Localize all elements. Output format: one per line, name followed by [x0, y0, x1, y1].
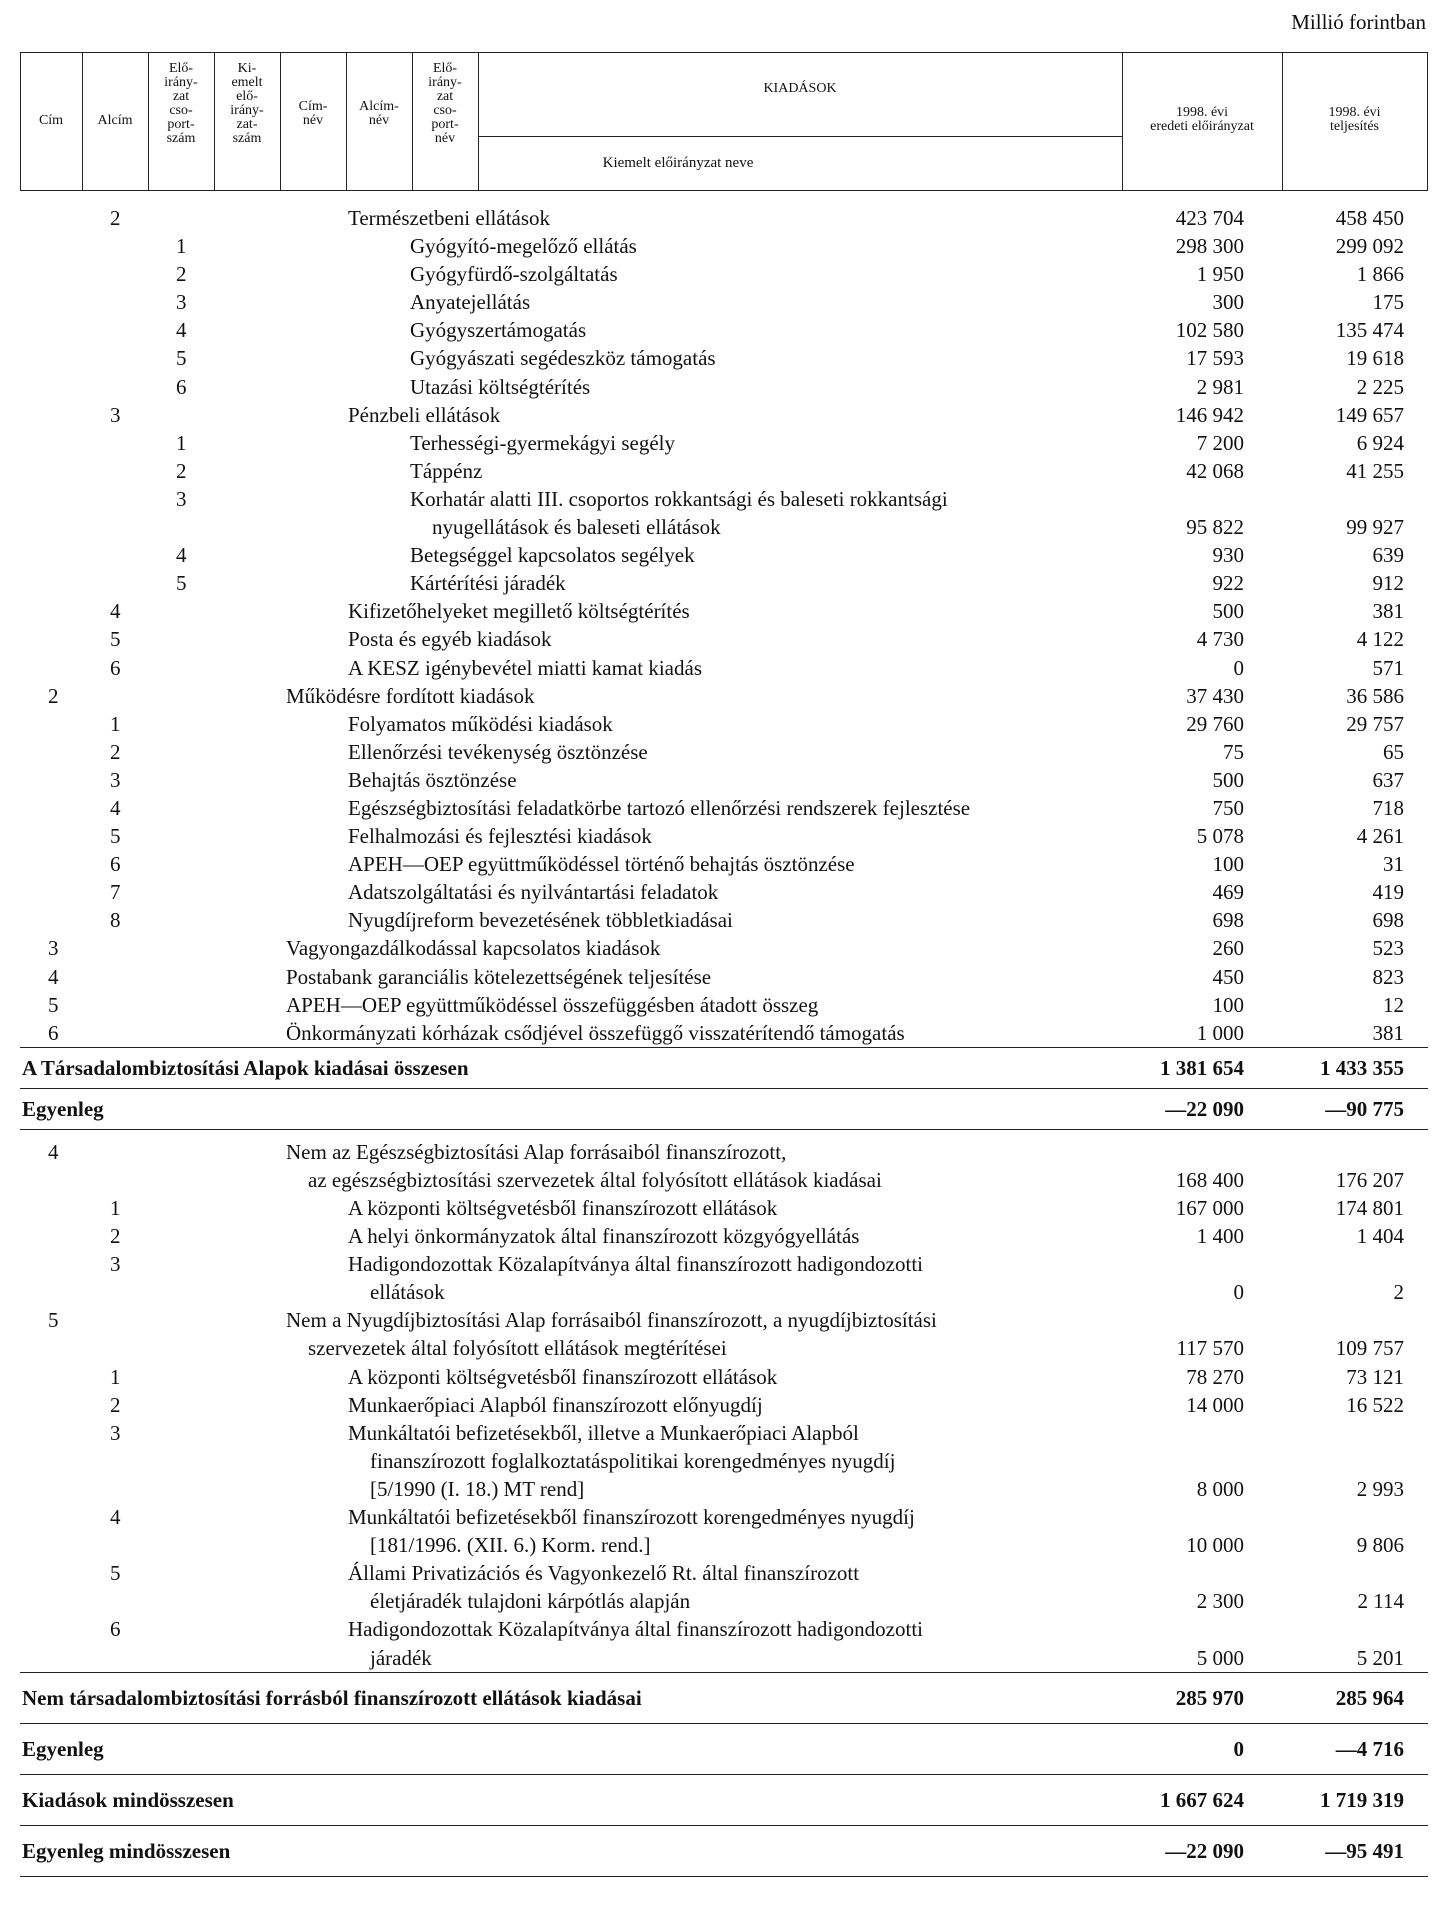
row-label: Egyenleg	[22, 1736, 104, 1761]
table-row	[0, 963, 1440, 991]
table-row	[0, 1019, 1440, 1047]
table-row	[0, 822, 1440, 850]
table-row	[0, 513, 1440, 541]
alcim-number: 3	[110, 767, 121, 792]
value-eredeti-eloiranyzat: 0	[1233, 655, 1244, 680]
row-label: Betegséggel kapcsolatos segélyek	[410, 543, 695, 568]
header-text-line: cso-	[169, 103, 193, 118]
value-eredeti-eloiranyzat: 750	[1212, 795, 1244, 820]
value-teljesites: 2 225	[1356, 374, 1404, 399]
value-teljesites: 19 618	[1346, 346, 1404, 371]
value-teljesites: 175	[1372, 290, 1404, 315]
table-row	[0, 1278, 1440, 1306]
value-eredeti-eloiranyzat: 117 570	[1176, 1336, 1244, 1361]
table-row	[0, 1503, 1440, 1531]
row-label: Posta és egyéb kiadások	[348, 627, 552, 652]
eloiranyzat-csoport-number: 2	[176, 458, 187, 483]
eloiranyzat-csoport-number: 2	[176, 262, 187, 287]
alcim-number: 2	[110, 739, 121, 764]
value-teljesites: 176 207	[1335, 1167, 1404, 1192]
horizontal-rule	[20, 1129, 1428, 1130]
header-text-line: szám	[232, 131, 262, 146]
value-teljesites: 285 964	[1335, 1685, 1404, 1710]
value-teljesites: 523	[1372, 936, 1404, 961]
value-eredeti-eloiranyzat: 1 400	[1196, 1224, 1244, 1249]
header-cim: Cím	[38, 113, 64, 128]
row-label: APEH—OEP együttműködéssel összefüggésben átadott összeg	[286, 992, 819, 1017]
row-label: Terhességi-gyermekágyi segély	[410, 430, 676, 455]
alcim-number: 4	[110, 795, 121, 820]
value-eredeti-eloiranyzat: 698	[1212, 908, 1244, 933]
table-row	[0, 654, 1440, 682]
header-text-line: emelt	[231, 75, 263, 90]
value-eredeti-eloiranyzat: 146 942	[1175, 402, 1244, 427]
table-row	[0, 1531, 1440, 1559]
table-row	[0, 1250, 1440, 1278]
value-teljesites: 381	[1372, 599, 1404, 624]
alcim-number: 6	[110, 1617, 121, 1642]
value-teljesites: 419	[1372, 880, 1404, 905]
table-row	[0, 625, 1440, 653]
value-teljesites: 381	[1372, 1020, 1404, 1045]
value-teljesites: —4 716	[1335, 1736, 1404, 1761]
header-eredeti-eloiranyzat	[1122, 106, 1282, 134]
row-label: Utazási költségtérítés	[410, 374, 591, 399]
table-row	[0, 1615, 1440, 1643]
cim-number: 3	[48, 936, 59, 961]
table-row	[0, 457, 1440, 485]
table-row	[0, 485, 1440, 513]
value-eredeti-eloiranyzat: 4 730	[1196, 627, 1244, 652]
table-row	[0, 1306, 1440, 1334]
eloiranyzat-csoport-number: 4	[176, 543, 187, 568]
table-row	[0, 1166, 1440, 1194]
value-eredeti-eloiranyzat: 1 950	[1196, 262, 1244, 287]
alcim-number: 3	[110, 1420, 121, 1445]
cim-number: 4	[48, 964, 59, 989]
header-text-line: elő-	[236, 89, 258, 104]
table-row	[0, 1334, 1440, 1362]
header-text-line: Elő-	[432, 61, 458, 76]
value-eredeti-eloiranyzat: 168 400	[1175, 1167, 1244, 1192]
table-header	[20, 52, 1428, 190]
table-row	[0, 373, 1440, 401]
row-label: Egészségbiztosítási feladatkörbe tartozó ellenőrzési rendszerek fejlesztése	[348, 795, 971, 820]
value-teljesites: 571	[1372, 655, 1404, 680]
table-row	[0, 682, 1440, 710]
table-row	[0, 1587, 1440, 1615]
value-teljesites: 698	[1372, 908, 1404, 933]
table-row	[0, 906, 1440, 934]
row-label: Működésre fordított kiadások	[286, 683, 535, 708]
value-eredeti-eloiranyzat: 450	[1212, 964, 1244, 989]
header-text-line: port-	[431, 117, 459, 132]
eloiranyzat-csoport-number: 1	[176, 234, 187, 259]
value-teljesites: 639	[1372, 543, 1404, 568]
row-label: Munkáltatói befizetésekből, illetve a Munkaerőpiaci Alapból	[348, 1420, 859, 1445]
value-teljesites: 41 255	[1346, 458, 1404, 483]
header-text-line: név	[368, 113, 390, 128]
row-label: A központi költségvetésből finanszírozott ellátások	[348, 1196, 778, 1220]
table-row	[0, 738, 1440, 766]
value-teljesites: 1 719 319	[1320, 1787, 1404, 1812]
value-eredeti-eloiranyzat: 5 000	[1196, 1645, 1244, 1670]
value-eredeti-eloiranyzat: 423 704	[1175, 206, 1244, 230]
value-teljesites: —95 491	[1325, 1838, 1404, 1863]
row-label: A helyi önkormányzatok által finanszírozott közgyógyellátás	[348, 1224, 860, 1249]
value-teljesites: 5 201	[1356, 1645, 1404, 1670]
value-eredeti-eloiranyzat: 5 078	[1196, 824, 1244, 849]
header-text-line: név	[434, 131, 456, 146]
header-text-line: Elő-	[168, 61, 194, 76]
value-eredeti-eloiranyzat: 102 580	[1175, 318, 1244, 343]
value-eredeti-eloiranyzat: 0	[1233, 1736, 1244, 1761]
value-teljesites: 16 522	[1346, 1392, 1404, 1417]
value-eredeti-eloiranyzat: 8 000	[1196, 1476, 1244, 1501]
table-row	[0, 710, 1440, 738]
value-eredeti-eloiranyzat: 922	[1212, 571, 1244, 596]
value-teljesites: 109 757	[1335, 1336, 1404, 1361]
row-label: Folyamatos működési kiadások	[348, 711, 613, 736]
total-tarsadalombiztositasi-row	[0, 1048, 1440, 1088]
row-label: Vagyongazdálkodással kapcsolatos kiadások	[286, 936, 661, 961]
value-eredeti-eloiranyzat: 14 000	[1186, 1392, 1244, 1417]
alcim-number: 5	[110, 824, 121, 849]
header-mid-rule	[478, 136, 1122, 137]
value-teljesites: 637	[1372, 767, 1404, 792]
header-alcim-nev	[346, 100, 412, 128]
header-bottom-rule	[20, 190, 1428, 191]
table-row	[0, 597, 1440, 625]
row-label: Állami Privatizációs és Vagyonkezelő Rt. által finanszírozott	[348, 1561, 860, 1586]
table-row	[0, 344, 1440, 372]
row-label: Pénzbeli ellátások	[348, 402, 501, 427]
total-nem-tarsadalombiztositasi-row	[0, 1673, 1440, 1723]
cim-number: 2	[48, 683, 59, 708]
alcim-number: 1	[110, 1364, 121, 1389]
value-eredeti-eloiranyzat: —22 090	[1165, 1838, 1244, 1863]
eloiranyzat-csoport-number: 5	[176, 346, 187, 371]
alcim-number: 2	[110, 1392, 121, 1417]
value-teljesites: 29 757	[1346, 711, 1404, 736]
alcim-number: 7	[110, 880, 121, 905]
table-row	[0, 878, 1440, 906]
row-label: az egészségbiztosítási szervezetek által folyósított ellátások kiadásai	[308, 1167, 882, 1192]
value-eredeti-eloiranyzat: 469	[1212, 880, 1244, 905]
value-eredeti-eloiranyzat: 0	[1233, 1280, 1244, 1305]
row-label: Munkaerőpiaci Alapból finanszírozott előnyugdíj	[348, 1392, 763, 1417]
header-top-rule	[20, 52, 1428, 53]
row-label: Felhalmozási és fejlesztési kiadások	[348, 824, 652, 849]
row-label: Ellenőrzési tevékenység ösztönzése	[348, 739, 648, 764]
row-label: Gyógyászati segédeszköz támogatás	[410, 346, 716, 371]
eloiranyzat-csoport-number: 6	[176, 374, 187, 399]
table-row	[0, 569, 1440, 597]
header-text-line: 1998. évi	[1175, 105, 1229, 120]
header-text-line: zat-	[236, 117, 258, 132]
eloiranyzat-csoport-number: 5	[176, 571, 187, 596]
row-label: Nem társadalombiztosítási forrásból finanszírozott ellátások kiadásai	[22, 1685, 642, 1710]
value-teljesites: 2 114	[1357, 1589, 1404, 1614]
table-row	[0, 429, 1440, 457]
header-text-line: Ki-	[237, 61, 257, 76]
table-row	[0, 1194, 1440, 1222]
cim-number: 5	[48, 992, 59, 1017]
table-row	[0, 766, 1440, 794]
value-teljesites: 12	[1383, 992, 1404, 1017]
value-eredeti-eloiranyzat: 1 381 654	[1160, 1055, 1244, 1080]
row-label: APEH—OEP együttműködéssel történő behajtás ösztönzése	[348, 852, 855, 877]
table-row	[0, 204, 1440, 232]
value-teljesites: 2 993	[1356, 1476, 1404, 1501]
value-eredeti-eloiranyzat: 500	[1212, 767, 1244, 792]
row-label: Hadigondozottak Közalapítványa által finanszírozott hadigondozotti	[348, 1617, 923, 1642]
row-label: Kiadások mindösszesen	[22, 1787, 234, 1812]
header-cim-nev	[280, 100, 346, 128]
row-label: Gyógyfürdő-szolgáltatás	[410, 262, 618, 287]
value-teljesites: 4 261	[1356, 824, 1404, 849]
row-label: Hadigondozottak Közalapítványa által finanszírozott hadigondozotti	[348, 1252, 923, 1277]
value-eredeti-eloiranyzat: 10 000	[1186, 1533, 1244, 1558]
header-kiemelt-eloiranyzat-szam	[214, 62, 280, 146]
header-text-line: teljesítés	[1330, 119, 1379, 134]
row-label: Postabank garanciális kötelezettségének teljesítése	[286, 964, 712, 989]
value-teljesites: 458 450	[1335, 206, 1404, 230]
value-teljesites: 9 806	[1356, 1533, 1404, 1558]
value-teljesites: 1 404	[1356, 1224, 1404, 1249]
row-label: Behajtás ösztönzése	[348, 767, 517, 792]
cim-number: 4	[48, 1139, 59, 1164]
value-eredeti-eloiranyzat: 1 667 624	[1160, 1787, 1244, 1812]
row-label: Egyenleg mindösszesen	[22, 1838, 231, 1863]
unit-label: Millió forintban	[1291, 10, 1426, 34]
value-teljesites: 823	[1372, 964, 1404, 989]
row-label: A központi költségvetésből finanszírozott ellátások	[348, 1364, 778, 1389]
row-label: életjáradék tulajdoni kárpótlás alapján	[370, 1589, 691, 1614]
table-row	[0, 1644, 1440, 1672]
header-text-line: irány-	[428, 75, 462, 90]
header-teljesites	[1282, 106, 1427, 134]
value-teljesites: 1 433 355	[1320, 1055, 1404, 1080]
alcim-number: 4	[110, 1505, 121, 1530]
egyenleg-mindosszesen-row	[0, 1826, 1440, 1876]
eloiranyzat-csoport-number: 1	[176, 430, 187, 455]
value-eredeti-eloiranyzat: 285 970	[1175, 1685, 1244, 1710]
value-teljesites: 912	[1372, 571, 1404, 596]
value-teljesites: —90 775	[1325, 1096, 1404, 1121]
value-eredeti-eloiranyzat: 500	[1212, 599, 1244, 624]
value-teljesites: 299 092	[1335, 234, 1404, 259]
header-alcim: Alcím	[97, 113, 133, 128]
value-eredeti-eloiranyzat: 260	[1212, 936, 1244, 961]
header-text-line: port-	[167, 117, 195, 132]
table-row	[0, 316, 1440, 344]
alcim-number: 4	[110, 599, 121, 624]
header-text-line: zat	[172, 89, 190, 104]
header-text-line: Cím-	[298, 99, 328, 114]
header-text-line: eredeti előirányzat	[1150, 119, 1254, 134]
table-row	[0, 1363, 1440, 1391]
egyenleg-row	[0, 1089, 1440, 1129]
table-body	[0, 204, 1440, 1877]
table-row	[0, 934, 1440, 962]
table-row	[0, 1391, 1440, 1419]
value-teljesites: 65	[1383, 739, 1404, 764]
value-teljesites: 36 586	[1346, 683, 1404, 708]
horizontal-rule	[20, 1876, 1428, 1877]
value-teljesites: 31	[1383, 852, 1404, 877]
value-teljesites: 6 924	[1356, 430, 1404, 455]
alcim-number: 1	[110, 1196, 121, 1220]
row-label: Nem a Nyugdíjbiztosítási Alap forrásaiból finanszírozott, a nyugdíjbiztosítási	[286, 1308, 937, 1333]
eloiranyzat-csoport-number: 4	[176, 318, 187, 343]
row-label: Anyatejellátás	[410, 290, 531, 315]
value-eredeti-eloiranyzat: 100	[1212, 992, 1244, 1017]
header-divider	[1427, 52, 1428, 190]
alcim-number: 8	[110, 908, 121, 933]
alcim-number: 3	[110, 1252, 121, 1277]
row-label: ellátások	[370, 1280, 445, 1305]
table-row	[0, 1222, 1440, 1250]
table-row	[0, 1138, 1440, 1166]
table-row	[0, 232, 1440, 260]
table-row	[0, 1475, 1440, 1503]
row-label: Egyenleg	[22, 1096, 104, 1121]
row-label: Kártérítési járadék	[410, 571, 566, 596]
table-row	[0, 401, 1440, 429]
value-teljesites: 1 866	[1356, 262, 1404, 287]
row-label: nyugellátások és baleseti ellátások	[432, 515, 721, 540]
row-label: járadék	[370, 1645, 432, 1670]
header-text-line: cso-	[433, 103, 457, 118]
value-teljesites: 2	[1393, 1280, 1404, 1305]
value-eredeti-eloiranyzat: 1 000	[1196, 1020, 1244, 1045]
table-row	[0, 260, 1440, 288]
alcim-number: 3	[110, 402, 121, 427]
table-row	[0, 991, 1440, 1019]
row-label: Munkáltatói befizetésekből finanszírozott korengedményes nyugdíj	[348, 1505, 915, 1530]
value-eredeti-eloiranyzat: 37 430	[1186, 683, 1244, 708]
header-text-line: név	[302, 113, 324, 128]
cim-number: 5	[48, 1308, 59, 1333]
row-label: [181/1996. (XII. 6.) Korm. rend.]	[370, 1533, 651, 1558]
value-eredeti-eloiranyzat: 17 593	[1186, 346, 1244, 371]
table-row	[0, 794, 1440, 822]
row-label: Gyógyító-megelőző ellátás	[410, 234, 637, 259]
value-teljesites: 99 927	[1346, 515, 1404, 540]
eloiranyzat-csoport-number: 3	[176, 290, 187, 315]
egyenleg-row	[0, 1724, 1440, 1774]
value-teljesites: 149 657	[1335, 402, 1404, 427]
value-eredeti-eloiranyzat: 78 270	[1186, 1364, 1244, 1389]
table-row	[0, 1559, 1440, 1587]
value-eredeti-eloiranyzat: 95 822	[1186, 515, 1244, 540]
value-eredeti-eloiranyzat: 167 000	[1175, 1196, 1244, 1220]
value-eredeti-eloiranyzat: 75	[1223, 739, 1244, 764]
row-label: Nem az Egészségbiztosítási Alap forrásaiból finanszírozott,	[286, 1139, 787, 1164]
value-teljesites: 4 122	[1356, 627, 1404, 652]
alcim-number: 2	[110, 1224, 121, 1249]
value-eredeti-eloiranyzat: 2 300	[1196, 1589, 1244, 1614]
value-eredeti-eloiranyzat: 930	[1212, 543, 1244, 568]
value-teljesites: 135 474	[1335, 318, 1404, 343]
row-label: A Társadalombiztosítási Alapok kiadásai összesen	[22, 1055, 469, 1080]
value-teljesites: 174 801	[1335, 1196, 1404, 1220]
header-text-line: szám	[166, 131, 196, 146]
cim-number: 6	[48, 1020, 59, 1045]
table-row	[0, 850, 1440, 878]
alcim-number: 5	[110, 1561, 121, 1586]
table-row	[0, 1419, 1440, 1447]
header-eloiranyzat-csoport-nev	[412, 62, 478, 146]
row-label: Nyugdíjreform bevezetésének többletkiadásai	[348, 908, 733, 933]
alcim-number: 1	[110, 711, 121, 736]
row-label: szervezetek által folyósított ellátások megtérítései	[308, 1336, 727, 1361]
header-text-line: Alcím-	[359, 99, 399, 114]
row-label: Önkormányzati kórházak csődjével összefüggő visszatérítendő támogatás	[286, 1020, 905, 1045]
row-label: [5/1990 (I. 18.) MT rend]	[370, 1476, 585, 1501]
row-label: Kifizetőhelyeket megillető költségtérítés	[348, 599, 690, 624]
header-text-line: zat	[436, 89, 454, 104]
header-text-line: irány-	[164, 75, 198, 90]
value-teljesites: 73 121	[1346, 1364, 1404, 1389]
row-label: A KESZ igénybevétel miatti kamat kiadás	[348, 655, 702, 680]
value-eredeti-eloiranyzat: —22 090	[1165, 1096, 1244, 1121]
row-label: Korhatár alatti III. csoportos rokkantsági és baleseti rokkantsági	[410, 486, 948, 511]
header-text-line: irány-	[230, 103, 264, 118]
table-row	[0, 541, 1440, 569]
table-row	[0, 288, 1440, 316]
alcim-number: 2	[110, 206, 121, 230]
header-kiadasok: KIADÁSOK	[763, 81, 837, 96]
value-eredeti-eloiranyzat: 7 200	[1196, 430, 1244, 455]
row-label: Adatszolgáltatási és nyilvántartási feladatok	[348, 880, 719, 905]
row-label: Táppénz	[410, 458, 483, 483]
row-label: Gyógyszertámogatás	[410, 318, 587, 343]
value-eredeti-eloiranyzat: 100	[1212, 852, 1244, 877]
row-label: finanszírozott foglalkoztatáspolitikai korengedményes nyugdíj	[370, 1448, 896, 1473]
value-eredeti-eloiranyzat: 298 300	[1175, 234, 1244, 259]
value-eredeti-eloiranyzat: 300	[1212, 290, 1244, 315]
row-label: Természetbeni ellátások	[348, 206, 551, 230]
value-eredeti-eloiranyzat: 29 760	[1186, 711, 1244, 736]
alcim-number: 6	[110, 852, 121, 877]
value-eredeti-eloiranyzat: 42 068	[1186, 458, 1244, 483]
alcim-number: 5	[110, 627, 121, 652]
alcim-number: 6	[110, 655, 121, 680]
header-kiemelt-eloiranyzat-neve: Kiemelt előirányzat neve	[602, 155, 754, 171]
header-eloiranyzat-csoport-szam	[148, 62, 214, 146]
header-text-line: 1998. évi	[1328, 105, 1381, 120]
value-eredeti-eloiranyzat: 2 981	[1196, 374, 1244, 399]
eloiranyzat-csoport-number: 3	[176, 486, 187, 511]
value-teljesites: 718	[1372, 795, 1404, 820]
table-row	[0, 1447, 1440, 1475]
kiadasok-mindosszesen-row	[0, 1775, 1440, 1825]
